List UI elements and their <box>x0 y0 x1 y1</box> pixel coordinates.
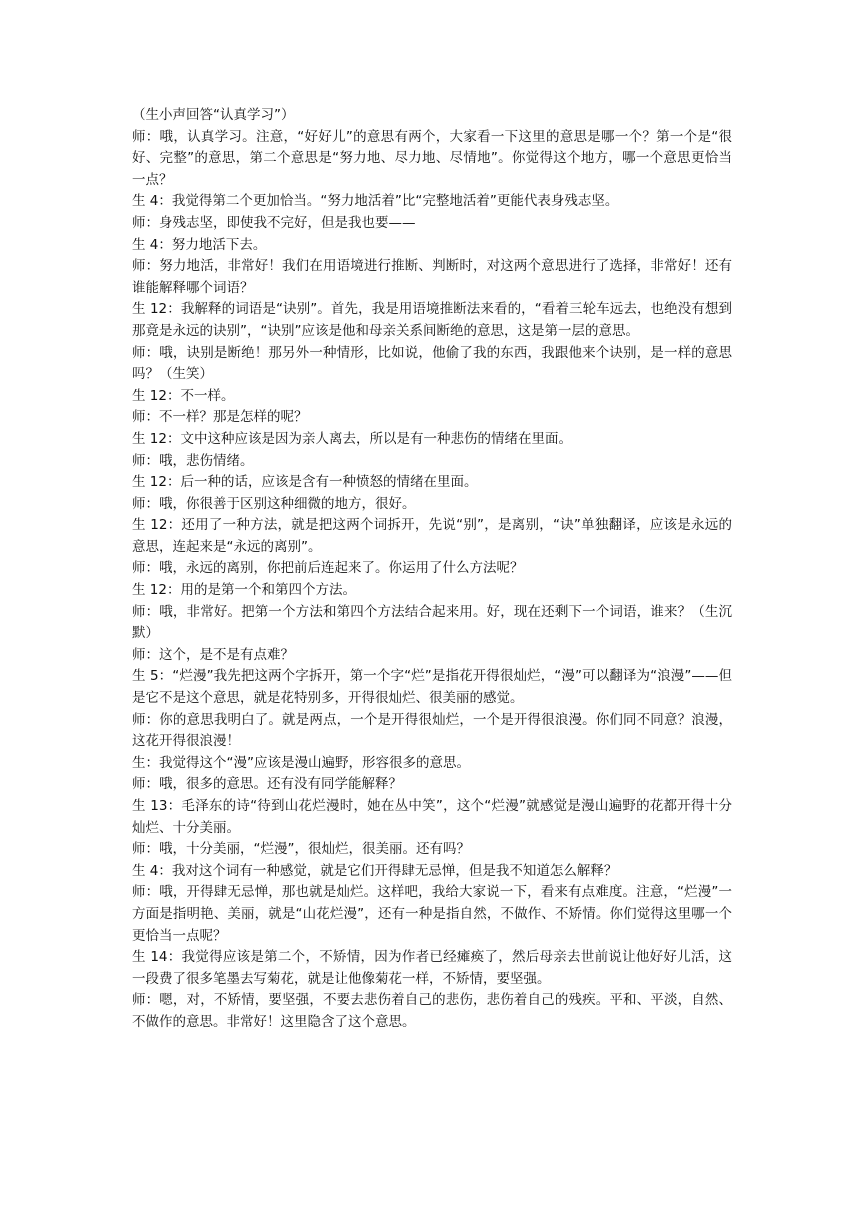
paragraph: 师：哦，永远的离别，你把前后连起来了。你运用了什么方法呢？ <box>132 560 524 577</box>
transcript-body <box>132 105 732 1034</box>
paragraph: 师：努力地活，非常好！我们在用语境进行推断、判断时，对这两个意思进行了选择，非常好！还有谁能解释哪个词语？ <box>132 258 732 296</box>
paragraph: 师：哦，开得肆无忌惮，那也就是灿烂。这样吧，我给大家说一下，看来有点难度。注意，“烂漫”一方面是指明艳、美丽，就是“山花烂漫”，还有一种是指自然，不做作、不矫情。你们觉得这里哪一个更恰当一点呢？ <box>132 884 732 944</box>
paragraph: 生 4：努力地活下去。 <box>132 236 267 253</box>
paragraph: 师：哦，十分美丽，“烂漫”，很灿烂，很美丽。还有吗？ <box>132 841 470 858</box>
paragraph: 生 12：不一样。 <box>132 387 235 404</box>
paragraph: 生 5：“烂漫”我先把这两个字拆开，第一个字“烂”是指花开得很灿烂，“漫”可以翻译为“浪漫”——但是它不是这个意思，就是花特别多，开得很灿烂、很美丽的感觉。 <box>132 668 732 707</box>
paragraph: 生 12：还用了一种方法，就是把这两个词拆开，先说“别”，是离别，“诀”单独翻译，应该是永远的意思，连起来是“永远的离别”。 <box>132 517 732 555</box>
paragraph: 师：你的意思我明白了。就是两点，一个是开得很灿烂，一个是开得很浪漫。你们同不同意？浪漫，这花开得很浪漫！ <box>132 711 732 750</box>
paragraph: 师：不一样？那是怎样的呢？ <box>132 409 308 426</box>
paragraph: 生：我觉得这个“漫”应该是漫山遍野，形容很多的意思。 <box>132 754 470 771</box>
paragraph: 生 12：用的是第一个和第四个方法。 <box>132 582 356 599</box>
paragraph: 生 12：文中这种应该是因为亲人离去，所以是有一种悲伤的情绪在里面。 <box>132 430 572 447</box>
paragraph: （生小声回答“认真学习”） <box>132 107 295 123</box>
paragraph: 师：嗯，对，不矫情，要坚强，不要去悲伤着自己的悲伤，悲伤着自己的残疾。平和、平淡，自然、不做作的意思。非常好！这里隐含了这个意思。 <box>132 992 732 1030</box>
paragraph: 生 4：我对这个词有一种感觉，就是它们开得肆无忌惮，但是我不知道怎么解释？ <box>132 862 618 879</box>
paragraph: 师：哦，很多的意思。还有没有同学能解释？ <box>132 776 402 793</box>
paragraph: 师：这个，是不是有点难？ <box>132 646 294 663</box>
paragraph: 生 13：毛泽东的诗“待到山花烂漫时，她在丛中笑”，这个“烂漫”就感觉是漫山遍野的花都开得十分灿烂、十分美丽。 <box>132 798 732 836</box>
paragraph: 师：哦，悲伤情绪。 <box>132 452 254 469</box>
paragraph: 师：哦，非常好。把第一个方法和第四个方法结合起来用。好，现在还剩下一个词语，谁来？（生沉默） <box>132 603 732 642</box>
paragraph: 师：哦，你很善于区别这种细微的地方，很好。 <box>132 495 416 512</box>
paragraph: 师：哦，诀别是断绝！那另外一种情形，比如说，他偷了我的东西，我跟他来个诀别，是一样的意思吗？（生笑） <box>132 344 732 383</box>
paragraph: 师：身残志坚，即使我不完好，但是我也要—— <box>132 214 416 231</box>
paragraph: 生 14：我觉得应该是第二个，不矫情，因为作者已经瘫痪了，然后母亲去世前说让他好好儿活，这一段费了很多笔墨去写菊花，就是让他像菊花一样，不矫情，要坚强。 <box>132 949 732 987</box>
paragraph: 生 12：我解释的词语是“诀别”。首先，我是用语境推断法来看的，“看着三轮车远去，也绝没有想到那竟是永远的诀别”，“诀别”应该是他和母亲关系间断绝的意思，这是第一层的意思。 <box>132 301 732 339</box>
paragraph: 生 12：后一种的话，应该是含有一种愤怒的情绪在里面。 <box>132 474 478 491</box>
paragraph: 师：哦，认真学习。注意，“好好儿”的意思有两个，大家看一下这里的意思是哪一个？第一个是“很好、完整”的意思，第二个意思是“努力地、尽力地、尽情地”。你觉得这个地方，哪一个意思更恰当一点？ <box>132 128 732 188</box>
paragraph: 生 4：我觉得第二个更加恰当。“努力地活着”比“完整地活着”更能代表身残志坚。 <box>132 193 619 210</box>
